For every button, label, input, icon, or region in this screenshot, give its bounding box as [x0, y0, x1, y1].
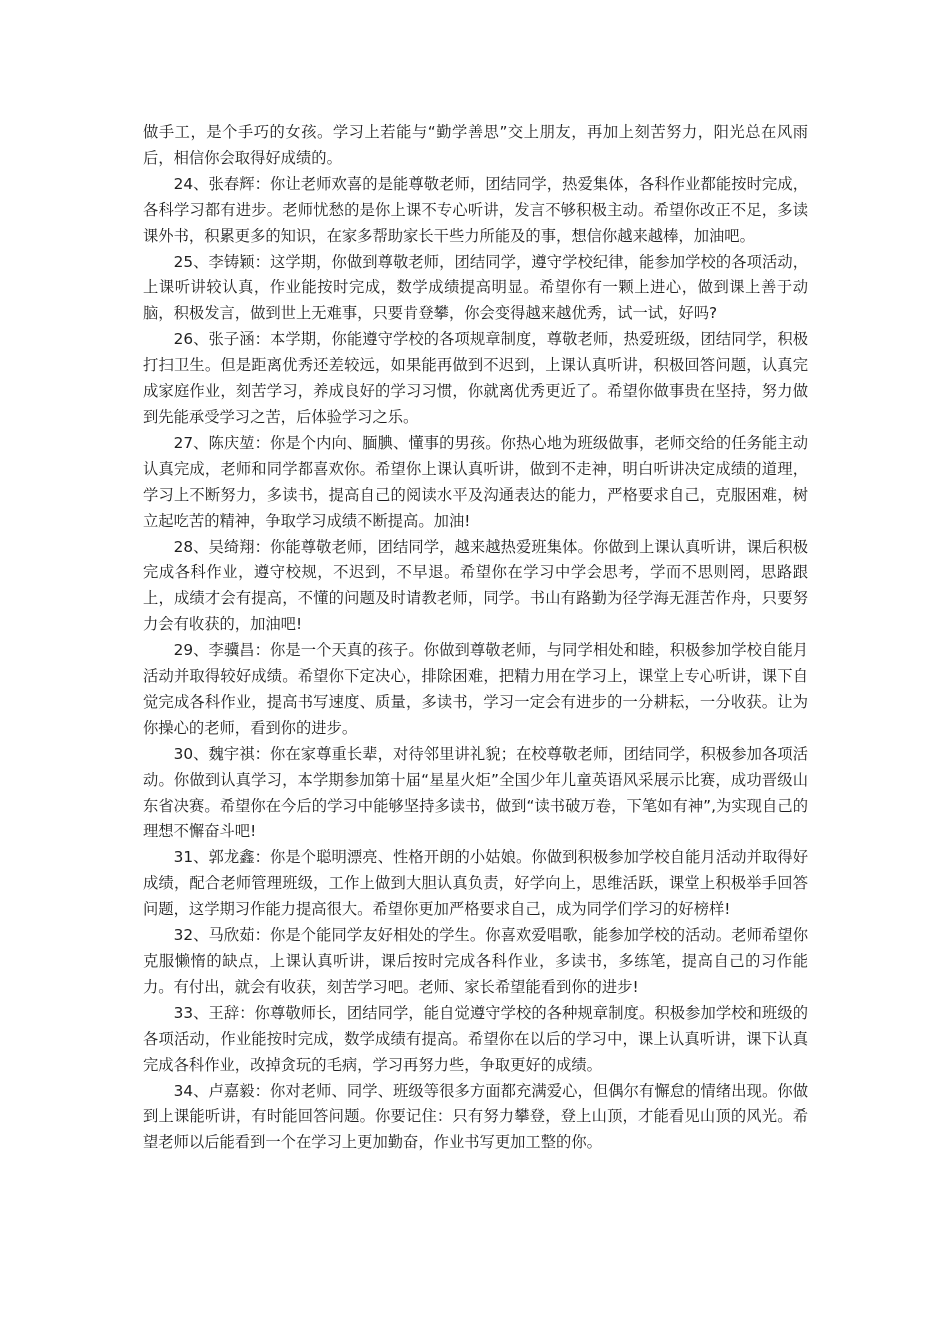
- paragraph-comment-33: 33、王辞：你尊敬师长，团结同学，能自觉遵守学校的各种规章制度。积极参加学校和班级的各项活动，作业能按时完成，数学成绩有提高。希望你在以后的学习中，课上认真听讲，课下认真完成各科作业，改掉贪玩的毛病，学习再努力些，争取更好的成绩。: [143, 1003, 808, 1074]
- paragraph-comment-28: 28、吴绮翔：你能尊敬老师，团结同学，越来越热爱班集体。你做到上课认真听讲，课后积极完成各科作业，遵守校规，不迟到，不早退。希望你在学习中学会思考，学而不思则罔，思路跟上，成绩才会有提高，不懂的问题及时请教老师，同学。书山有路勤为径学海无涯苦作舟，只要努力会有收获的，加油吧!: [143, 537, 808, 634]
- paragraph-comment-31: 31、郭龙鑫：你是个聪明漂亮、性格开朗的小姑娘。你做到积极参加学校自能月活动并取得好成绩，配合老师管理班级，工作上做到大胆认真负责，好学向上，思维活跃，课堂上积极举手回答问题，这学期习作能力提高很大。希望你更加严格要求自己，成为同学们学习的好榜样!: [143, 848, 808, 919]
- paragraph-comment-24: 24、张春辉：你让老师欢喜的是能尊敬老师，团结同学，热爱集体，各科作业都能按时完成，各科学习都有进步。老师忧愁的是你上课不专心听讲，发言不够积极主动。希望你改正不足，多读课外书，积累更多的知识，在家多帮助家长干些力所能及的事，想信你越来越棒，加油吧。: [143, 174, 808, 245]
- paragraph-comment-34: 34、卢嘉毅：你对老师、同学、班级等很多方面都充满爱心，但偶尔有懈怠的情绪出现。你做到上课能听讲，有时能回答问题。你要记住：只有努力攀登，登上山顶，才能看见山顶的风光。希望老师以后能看到一个在学习上更加勤奋，作业书写更加工整的你。: [143, 1081, 808, 1152]
- paragraph-comment-29: 29、李骥昌：你是一个天真的孩子。你做到尊敬老师，与同学相处和睦，积极参加学校自能月活动并取得较好成绩。希望你下定决心，排除困难，把精力用在学习上，课堂上专心听讲，课下自觉完成各科作业，提高书写速度、质量，多读书，学习一定会有进步的一分耕耘，一分收获。让为你操心的老师，看到你的进步。: [143, 641, 808, 737]
- paragraph-continuation: 做手工，是个手巧的女孩。学习上若能与“勤学善思”交上朋友，再加上刻苦努力，阳光总在风雨后，相信你会取得好成绩的。: [143, 123, 808, 167]
- document-page: [143, 120, 808, 1156]
- paragraph-comment-32: 32、马欣茹：你是个能同学友好相处的学生。你喜欢爱唱歌，能参加学校的活动。老师希望你克服懒惰的缺点，上课认真听讲，课后按时完成各科作业，多读书，多练笔，提高自己的习作能力。有付出，就会有收获，刻苦学习吧。老师、家长希望能看到你的进步!: [143, 926, 808, 996]
- paragraph-comment-30: 30、魏宇祺：你在家尊重长辈，对待邻里讲礼貌；在校尊敬老师，团结同学，积极参加各项活动。你做到认真学习，本学期参加第十届“星星火炬”全国少年儿童英语风采展示比赛，成功晋级山东省决赛。希望你在今后的学习中能够坚持多读书，做到“读书破万卷，下笔如有神”,为实现自己的理想不懈奋斗吧!: [143, 744, 808, 841]
- paragraph-comment-26: 26、张子涵：本学期，你能遵守学校的各项规章制度，尊敬老师，热爱班级，团结同学，积极打扫卫生。但是距离优秀还差较远，如果能再做到不迟到，上课认真听讲，积极回答问题，认真完成家庭作业，刻苦学习，养成良好的学习习惯，你就离优秀更近了。希望你做事贵在坚持，努力做到先能承受学习之苦，后体验学习之乐。: [143, 330, 808, 426]
- paragraph-comment-27: 27、陈庆堃：你是个内向、腼腆、懂事的男孩。你热心地为班级做事，老师交给的任务能主动认真完成，老师和同学都喜欢你。希望你上课认真听讲，做到不走神，明白听讲决定成绩的道理，学习上不断努力，多读书，提高自己的阅读水平及沟通表达的能力，严格要求自己，克服困难，树立起吃苦的精神，争取学习成绩不断提高。加油!: [143, 433, 808, 530]
- paragraph-comment-25: 25、李铸颖：这学期，你做到尊敬老师，团结同学，遵守学校纪律，能参加学校的各项活动，上课听讲较认真，作业能按时完成，数学成绩提高明显。希望你有一颗上进心，做到课上善于动脑，积极发言，做到世上无难事，只要肯登攀，你会变得越来越优秀，试一试，好吗?: [143, 252, 808, 323]
